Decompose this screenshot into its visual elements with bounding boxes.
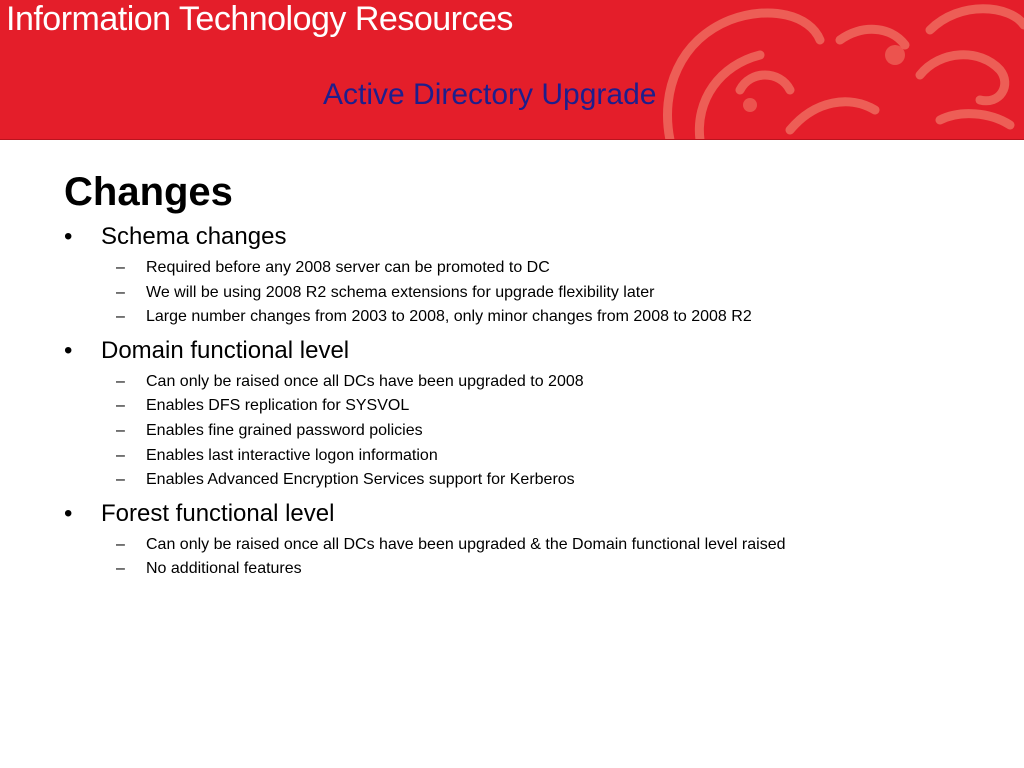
list-item-text: Enables Advanced Encryption Services support for Kerberos bbox=[146, 471, 575, 489]
dash-glyph: – bbox=[116, 471, 125, 489]
bullet-label: Forest functional level bbox=[101, 499, 335, 527]
dash-glyph: – bbox=[116, 308, 125, 326]
bullet-label: Domain functional level bbox=[101, 336, 350, 364]
dash-glyph: – bbox=[116, 372, 125, 390]
list-item-text: Can only be raised once all DCs have been upgraded to 2008 bbox=[146, 372, 584, 390]
list-item-text: Enables fine grained password policies bbox=[146, 421, 423, 439]
list-item-text: Enables last interactive logon information bbox=[146, 446, 438, 464]
list-item bbox=[64, 370, 1004, 395]
dash-glyph: – bbox=[116, 446, 125, 464]
list-item bbox=[64, 305, 1004, 330]
sub-list-forest-functional-level bbox=[64, 533, 1004, 582]
slide-header bbox=[0, 0, 1024, 140]
list-item-text: Can only be raised once all DCs have been upgraded & the Domain functional level raised bbox=[146, 535, 786, 553]
list-item-text: Required before any 2008 server can be promoted to DC bbox=[146, 259, 550, 276]
header-divider bbox=[0, 139, 1024, 140]
dash-glyph: – bbox=[116, 421, 125, 439]
list-item bbox=[64, 394, 1004, 419]
bullet-schema-changes bbox=[64, 222, 1004, 252]
list-item-text: No additional features bbox=[146, 560, 302, 578]
brand-title: Information Technology Resources bbox=[6, 0, 513, 38]
bullet-label: Schema changes bbox=[101, 223, 287, 250]
list-item-text: We will be using 2008 R2 schema extensions for upgrade flexibility later bbox=[146, 283, 655, 301]
bullet-glyph: • bbox=[64, 223, 73, 250]
bullet-domain-functional-level bbox=[64, 336, 1004, 366]
dash-glyph: – bbox=[116, 397, 125, 415]
sub-list-domain-functional-level bbox=[64, 370, 1004, 493]
dash-glyph: – bbox=[116, 259, 125, 276]
bullet-forest-functional-level bbox=[64, 499, 1004, 529]
list-item bbox=[64, 557, 1004, 582]
bullet-glyph: • bbox=[64, 336, 73, 364]
dash-glyph: – bbox=[116, 283, 125, 301]
list-item-text: Large number changes from 2003 to 2008, only minor changes from 2008 to 2008 R2 bbox=[146, 308, 752, 326]
lion-crest-decoration bbox=[640, 0, 1024, 140]
list-item bbox=[64, 468, 1004, 493]
dash-glyph: – bbox=[116, 535, 125, 553]
list-item bbox=[64, 419, 1004, 444]
list-item bbox=[64, 444, 1004, 469]
slide-body bbox=[64, 168, 1004, 584]
slide-title: Changes bbox=[64, 170, 233, 214]
presentation-subtitle: Active Directory Upgrade bbox=[323, 78, 657, 111]
sub-list-schema-changes bbox=[64, 256, 1004, 330]
list-item-text: Enables DFS replication for SYSVOL bbox=[146, 397, 410, 415]
dash-glyph: – bbox=[116, 560, 125, 578]
list-item bbox=[64, 281, 1004, 306]
list-item bbox=[64, 256, 1004, 281]
list-item bbox=[64, 533, 1004, 558]
bullet-glyph: • bbox=[64, 499, 73, 527]
